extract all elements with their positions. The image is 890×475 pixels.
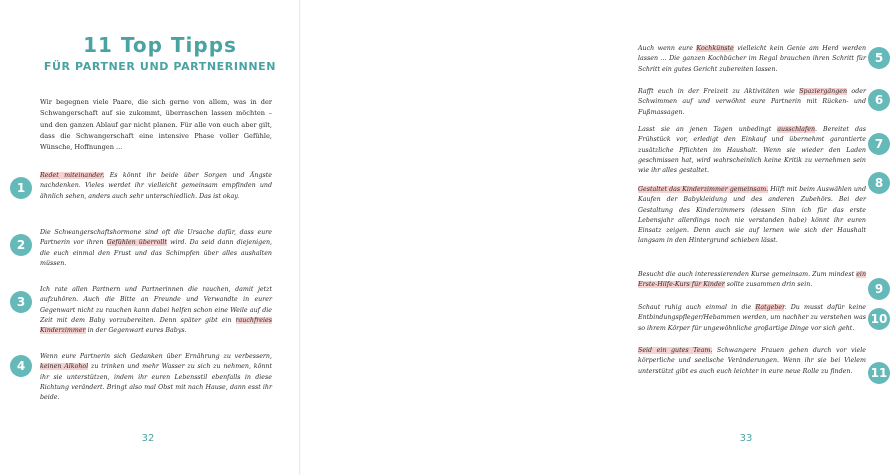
tip-8-text: Hilft mit beim Auswählen und Kaufen der Babykleidung und des anderen Zubehörs. Bei der Gestaltung des Kinderzimmers (dessen Sinn ich für das erste Lebensjahr allerdings noch nie verstanden habe) könnt ihr euren Einsatz zeigen. Denn auch sie auf lernen wie sich der Haushalt langsam in den Hintergrund schieben lässt. — [638, 186, 866, 245]
tip-9-pre: Besucht die auch interessierenden Kurse gemeinsam. Zum mindest — [638, 271, 857, 278]
page-title: 11 Top Tipps — [83, 33, 237, 57]
tip-10-highlight: Ratgeber — [755, 304, 785, 311]
tip-3 — [40, 285, 272, 336]
page-number-left: 32 — [141, 433, 155, 444]
tip-1 — [40, 171, 272, 202]
tip-5 — [638, 44, 866, 75]
tip-badge-8: 8 — [868, 172, 890, 194]
page-number-right: 33 — [739, 433, 753, 444]
tip-badge-11: 11 — [868, 362, 890, 384]
tip-10 — [638, 303, 866, 334]
tip-7 — [638, 125, 866, 176]
tip-4 — [40, 352, 272, 403]
tip-4-highlight: keinen Alkohol — [40, 363, 89, 371]
tip-6-highlight: Spaziergängen — [799, 88, 848, 95]
tip-badge-5: 5 — [868, 47, 890, 69]
tip-7-text: . Bereitet das Frühstück vor, erledigt den Einkauf und übernehmt garantierte zusätzliche Pflichten im Haushalt. Wenn sie wieder den Laden geschmissen hat, wird wahrscheinlich keine Kritik zu vernehmen sein wie ihr alles gestaltet. — [638, 126, 866, 175]
tip-badge-7: 7 — [868, 133, 890, 155]
tip-badge-1: 1 — [10, 177, 32, 199]
tip-1-highlight: Redet miteinander. — [40, 172, 105, 179]
tip-9-text: sollte zusammen drin sein. — [724, 281, 813, 289]
tip-7-pre: Lasst sie an jenen Tagen unbedingt — [638, 126, 778, 133]
tip-7-highlight: ausschlafen — [777, 126, 816, 133]
right-page — [300, 0, 888, 475]
tip-8-highlight: Gestaltet das Kinderzimmer gemeinsam. — [638, 186, 769, 193]
tip-2-text: wird. Da seid dann diejenigen, die euch einmal den Frust und das Schimpfen über alles aushalten müssen. — [40, 239, 272, 267]
tip-5-text: vielleicht kein Genie am Herd werden lassen ... Die ganzen Kochbücher im Regal brauchen ihren Schritt für Schritt ein gutes Gericht zubereiten lassen. — [638, 45, 866, 73]
tip-badge-9: 9 — [868, 278, 890, 300]
tip-4-pre: Wenn eure Partnerin sich Gedanken über Ernährung zu verbessern, — [40, 353, 272, 360]
tip-11 — [638, 346, 866, 377]
tip-10-pre: Schaut ruhig auch einmal in die — [638, 304, 756, 311]
book-gutter — [299, 0, 301, 475]
tip-4-text: zu trinken und mehr Wasser zu sich zu nehmen, könnt ihr sie unterstützen, indem ihr euren Lebensstil ebenfalls in diese Richtung verändert. Bringt also mal Obst mit nach Hause, dann esst ihr beide. — [40, 363, 272, 402]
tip-5-pre: Auch wenn eure — [638, 45, 697, 52]
tip-badge-10: 10 — [868, 308, 890, 330]
tip-11-text: Schwangere Frauen gehen durch vor viele körperliche und seelische Veränderungen. Wenn ihr sie bei Vielem unterstützt gibt es auch euch leichter in eure neue Rolle zu finden. — [638, 347, 866, 375]
left-page — [0, 0, 300, 475]
page-subtitle: FÜR PARTNER UND PARTNERINNEN — [43, 60, 277, 73]
tip-9-highlight: ein Erste-Hilfe-Kurs für Kinder — [638, 271, 866, 289]
tip-2 — [40, 228, 272, 269]
tip-6-pre: Rafft euch in der Freizeit zu Aktivitäten wie — [638, 88, 800, 95]
tip-9 — [638, 270, 866, 291]
tip-badge-2: 2 — [10, 234, 32, 256]
tip-badge-4: 4 — [10, 355, 32, 377]
tip-5-highlight: Kochkünste — [696, 45, 734, 52]
tip-3-highlight: rauchfreies Kinderzimmer — [40, 316, 272, 335]
tip-8 — [638, 185, 866, 247]
tip-11-highlight: Seid ein gutes Team. — [638, 347, 713, 354]
tip-1-text: Es könnt ihr beide über Sorgen und Ängste nachdenken. Vieles werdet ihr vielleicht gemeinsam empfinden und ähnlich sehen, anders auch sehr unterschiedlich. Das ist okay. — [40, 172, 272, 200]
tip-3-pre: Ich rate allen Partnern und Partnerinnen die rauchen, damit jetzt aufzuhören. Auch die Bitte an Freunde und Verwandte in eurer Gegenwart nicht zu rauchen kann dabei helfen schon eine Weile auf die Zeit mit dem Baby vorzubereiten. Denn später gibt ein — [40, 286, 272, 324]
tip-badge-6: 6 — [868, 89, 890, 111]
tip-badge-3: 3 — [10, 291, 32, 313]
tip-6 — [638, 87, 866, 118]
tip-6-text: oder Schwimmen auf und verwöhnt eure Partnerin mit Rücken- und Fußmassagen. — [638, 88, 866, 116]
tip-10-text: . Du musst dafür keine Entbindungspfleger/Hebammen werden, um nachher zu verstehen was so ihrem Körper für ungewöhnliche großartige Dinge vor sich geht. — [638, 304, 866, 332]
tip-3-text: in der Gegenwart eures Babys. — [85, 327, 187, 335]
tip-2-pre: Die Schwangerschaftshormone sind oft die Ursache dafür, dass eure Partnerin vor ihren — [40, 229, 272, 247]
intro-paragraph: Wir begegnen viele Paare, die sich gerne von allem, was in der Schwangerschaft auf sie zukommt, überraschen lassen möchten – und den ganzen Ablauf gar nicht planen. Für alle von euch aber gilt, dass die Schwangerschaft eine intensive Phase voller Gefühle, Wünsche, Hoffnungen ... — [40, 98, 272, 152]
tip-2-highlight: Gefühlen überrollt — [106, 239, 167, 247]
